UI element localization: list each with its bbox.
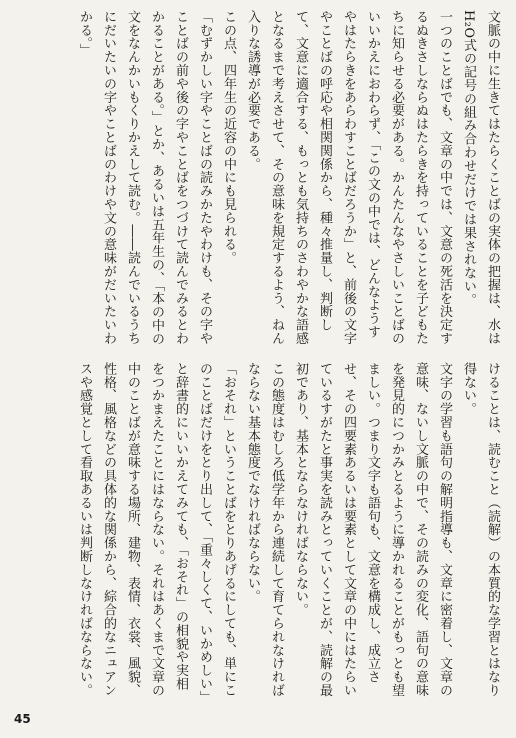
page-number: 45 — [14, 712, 31, 726]
paragraph: けることは、読むこと（読解）の本質的な学習とはなり得ない。 — [461, 362, 500, 697]
paragraph: この点、四年生の近容の中にも見られる。 — [221, 10, 236, 265]
paragraph: 文脈の中に生きてはたらくことばの実体の把握は、水はH₂O式の記号の組み合わせだけでは果されない。 — [461, 10, 500, 345]
paragraph: 文字の学習も語句の解明指導も、文章に密着し、文章の意味、ないし文脈の中で、その読みの変化、語句の意味を発見的につかみとるように導かれることがもっとも望ましい。つまり文字も語句も、文意を構成し、成立させ、その四要素あるいは要素として文章の中にはたらいているすがたと事実を読みとっていくことが、読解の最初であり、基本とならなければならない。 — [293, 362, 452, 697]
paragraph: 「むずかしい字やことばの読みかたやわけも、その字やことばの前や後の字やことばをつづけて読んでみるとわかることがある。」とか、あるいは五年生の、「本の中の文をなんかいもくりかえして読む。――読んでいるうちにだいたいの字やことばのわけや文の意味がだいたいわかる。」 — [77, 10, 212, 346]
lower-text-block — [10, 362, 504, 700]
paragraph: 一つのことばでも、文章の中では、文意の死活を決定するぬきさしならぬはたらきを持っていることを子どもたちに知らせる必要がある。かんたんなやさしいことばのいいかえにおわらず、「この文の中では、どんなようすやはたらきをあらわすことばだろうか」と、前後の文字やことばの呼応や相関関係から、種々推量し、判断して、文意に適合する、もっとも気持ちのさわやかな語感となるまで考えさせて、その意味を規定するよう、ねん入りな誘導が必要である。 — [245, 10, 452, 345]
paragraph: この態度はむしろ低学年から連続して育てられなければならない基本態度でなければならない。 — [245, 362, 284, 697]
upper-text-block — [10, 10, 504, 348]
paragraph: 「おそれ」ということばをとりあげるにしても、単にこのことばだけをとり出して、「重々しくて、いかめしい」と辞書的にいいかえてみても、「おそれ」の相貌や実相をつかまえたことにはならない。それはあくまで文章の中のことばが意味する場所、建物、表情、衣裳、風貌、性格、風格などの具体的な関係から、綜合的なニュアンスや感覚として看取あるいは判断しなければならない。 — [77, 362, 236, 698]
